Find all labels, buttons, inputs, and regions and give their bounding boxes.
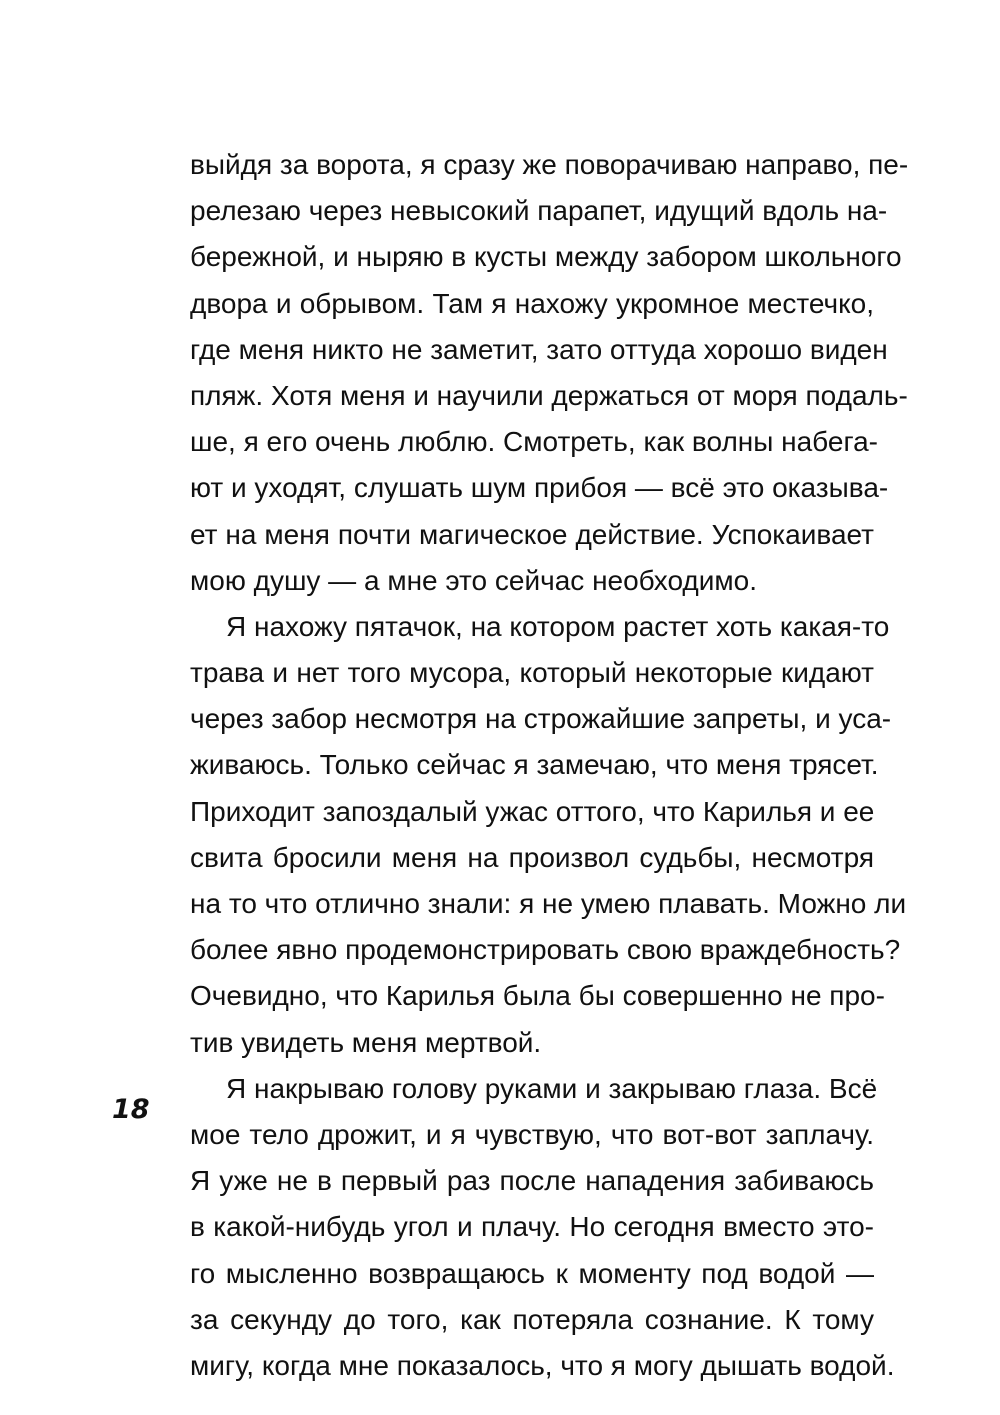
text-line: свита бросили меня на произвол судьбы, несмотря <box>190 841 874 873</box>
text-line: двора и обрывом. Там я нахожу укромное местечко, <box>190 287 874 319</box>
text-line: бережной, и ныряю в кусты между забором школьного <box>190 241 902 273</box>
text-line: более явно продемонстрировать свою враждебность? <box>190 934 901 966</box>
paragraph <box>190 142 909 604</box>
page-number: 18 <box>112 1094 150 1125</box>
text-line: Приходит запоздалый ужас оттого, что Карилья и ее <box>190 795 875 827</box>
text-line: го мысленно возвращаюсь к моменту под водой — <box>190 1257 874 1289</box>
text-line: Я уже не в первый раз после нападения забиваюсь <box>190 1165 874 1197</box>
text-line: через забор несмотря на строжайшие запреты, и уса- <box>190 703 892 735</box>
text-line: в какой-нибудь угол и плачу. Но сегодня вместо это- <box>190 1211 874 1243</box>
text-line: за секунду до того, как потеряла сознание. К тому <box>190 1303 874 1335</box>
text-line: ет на меня почти магическое действие. Успокаивает <box>190 518 874 550</box>
paragraph <box>190 604 907 1066</box>
text-line: мою душу — а мне это сейчас необходимо. <box>190 564 757 596</box>
text-line: пляж. Хотя меня и научили держаться от моря подаль- <box>190 379 908 411</box>
text-line: ют и уходят, слушать шум прибоя — всё это оказыва- <box>190 472 889 504</box>
text-line: на то что отлично знали: я не умею плавать. Можно ли <box>190 888 907 919</box>
text-line: Я нахожу пятачок, на котором растет хоть какая-то <box>226 610 890 642</box>
body-text <box>190 142 909 1389</box>
text-line: релезаю через невысокий парапет, идущий вдоль на- <box>190 195 888 227</box>
text-line: трава и нет того мусора, который некоторые кидают <box>190 657 874 689</box>
text-line: тив увидеть меня мертвой. <box>190 1026 542 1058</box>
text-line: Я накрываю голову руками и закрываю глаза. Всё <box>226 1072 878 1104</box>
paragraph <box>190 1066 895 1389</box>
text-line: мигу, когда мне показалось, что я могу дышать водой. <box>190 1349 895 1381</box>
text-line: ше, я его очень люблю. Смотреть, как волны набега- <box>190 426 878 458</box>
text-line: где меня никто не заметит, зато оттуда хорошо виден <box>190 333 888 365</box>
text-line: Очевидно, что Карилья была бы совершенно не про- <box>190 980 885 1012</box>
text-line: живаюсь. Только сейчас я замечаю, что меня трясет. <box>190 749 879 781</box>
text-line: выйдя за ворота, я сразу же поворачиваю направо, пе- <box>190 149 909 180</box>
text-line: мое тело дрожит, и я чувствую, что вот-вот заплачу. <box>190 1118 874 1150</box>
